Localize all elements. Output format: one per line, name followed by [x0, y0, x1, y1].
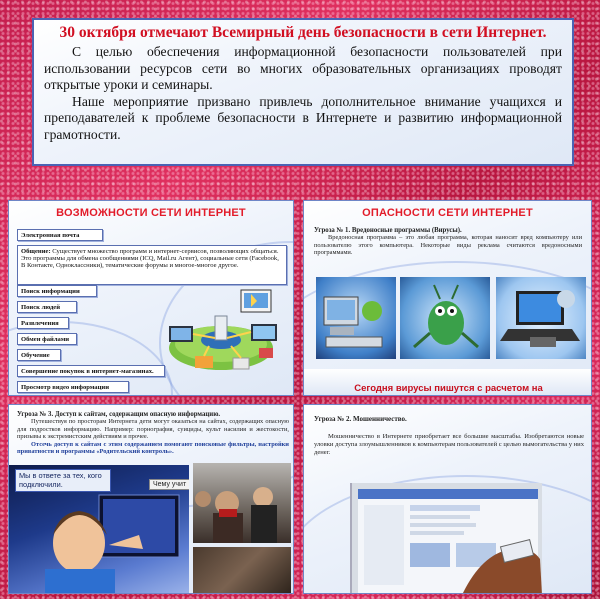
- screen-caption: Чему учит: [149, 479, 189, 490]
- dangers-caption: Сегодня вирусы пишутся с расчетом на: [354, 383, 543, 394]
- item-search-label: Поиск информации: [21, 288, 80, 295]
- item-files: [17, 333, 77, 345]
- item-people: [17, 301, 77, 313]
- threat-2-panel: [303, 404, 592, 594]
- dangers-title: ОПАСНОСТИ СЕТИ ИНТЕРНЕТ: [362, 207, 533, 219]
- threat-3-panel: [8, 404, 294, 594]
- announcement-panel: [32, 18, 574, 166]
- item-email-label: Электронная почта: [21, 232, 80, 239]
- item-email: [17, 229, 103, 241]
- item-study-label: Обучение: [21, 352, 50, 359]
- threat-1-title: Угроза № 1. Вредоносные программы (Вирусы).: [314, 227, 462, 234]
- item-communication-head: Общение:: [21, 248, 51, 255]
- threat-3-text: Путешествуя по просторам Интернета дети могут оказаться на сайтах, содержащих опасную для подростков информацию. Например: порнография, суициды, культ насилия и жестокости, призывы к экстремистским действиям и прочее.: [17, 418, 289, 441]
- item-fun-label: Развлечения: [21, 320, 59, 327]
- threat-3-block: [17, 411, 289, 455]
- threat-2-text: Мошенничество в Интернете приобретает все большие масштабы. Изобретаются новые уловки доступа злоумышленников к компьютерам пользователей с целью вымогательства у них денег.: [314, 433, 584, 456]
- speech-bubble: Мы в ответе за тех, кого подключили.: [15, 469, 111, 492]
- threat-2-title: Угроза № 2. Мошенничество.: [314, 415, 407, 423]
- item-study: [17, 349, 61, 361]
- item-files-label: Обмен файлами: [21, 336, 70, 343]
- announcement-paragraph-1: С целью обеспечения информационной безопасности пользователей при использовании ресурсов сети во многих образовательных организациях проводят открытые уроки и семинары.: [44, 44, 562, 92]
- virus-bug-image: [400, 277, 490, 359]
- threat-1-text: Вредоносная программа – это любая программа, которая наносит вред компьютеру или пользователю этого компьютера. Некоторые виды реклама считаются вредоносными программами.: [314, 234, 582, 257]
- threat-2-block: [314, 415, 584, 457]
- possibilities-title: ВОЗМОЖНОСТИ СЕТИ ИНТЕРНЕТ: [56, 207, 246, 219]
- threat-3-bold: Отсечь доступ к сайтам с этим содержанием помогают поисковые фильтры, настройки приватности и программы «Родительский контроль».: [17, 440, 289, 456]
- dark-scene-image: [193, 547, 291, 593]
- possibilities-panel: [8, 200, 294, 396]
- dangers-panel: [303, 200, 592, 396]
- virus-computer-image: [316, 277, 396, 359]
- item-people-label: Поиск людей: [21, 304, 61, 311]
- item-video: [17, 381, 129, 393]
- infected-laptop-image: [496, 277, 586, 359]
- item-communication: [17, 245, 287, 285]
- item-shop-label: Совершение покупок в интернет-магазинах.: [21, 368, 154, 375]
- item-search: [17, 285, 97, 297]
- item-shop: [17, 365, 165, 377]
- item-communication-text: Существует множество программ и интернет-сервисов, позволяющих общаться. Это программы для обмена сообщениями (ICQ, Mail.ru Агент), социальные сети (Facebook, В Контакте, Одноклассники), тематические форумы и многое-многое другое.: [21, 248, 279, 269]
- threat-1-block: [314, 227, 582, 257]
- announcement-title: 30 октября отмечают Всемирный день безопасности в сети Интернет.: [59, 24, 547, 41]
- online-fraud-image: [350, 483, 542, 594]
- network-illustration: [159, 286, 289, 381]
- item-video-label: Просмотр видео информации: [21, 384, 110, 391]
- item-fun: [17, 317, 69, 329]
- announcement-paragraph-2: Наше мероприятие призвано привлечь дополнительное внимание учащихся и преподавателей к проблеме безопасности в Интернете и развитию информационной грамотности.: [44, 93, 562, 142]
- protest-crowd-image: [193, 463, 291, 543]
- child-computer-image: [9, 465, 189, 594]
- threat-3-title: Угроза № 3. Доступ к сайтам, содержащим опасную информацию.: [17, 411, 221, 418]
